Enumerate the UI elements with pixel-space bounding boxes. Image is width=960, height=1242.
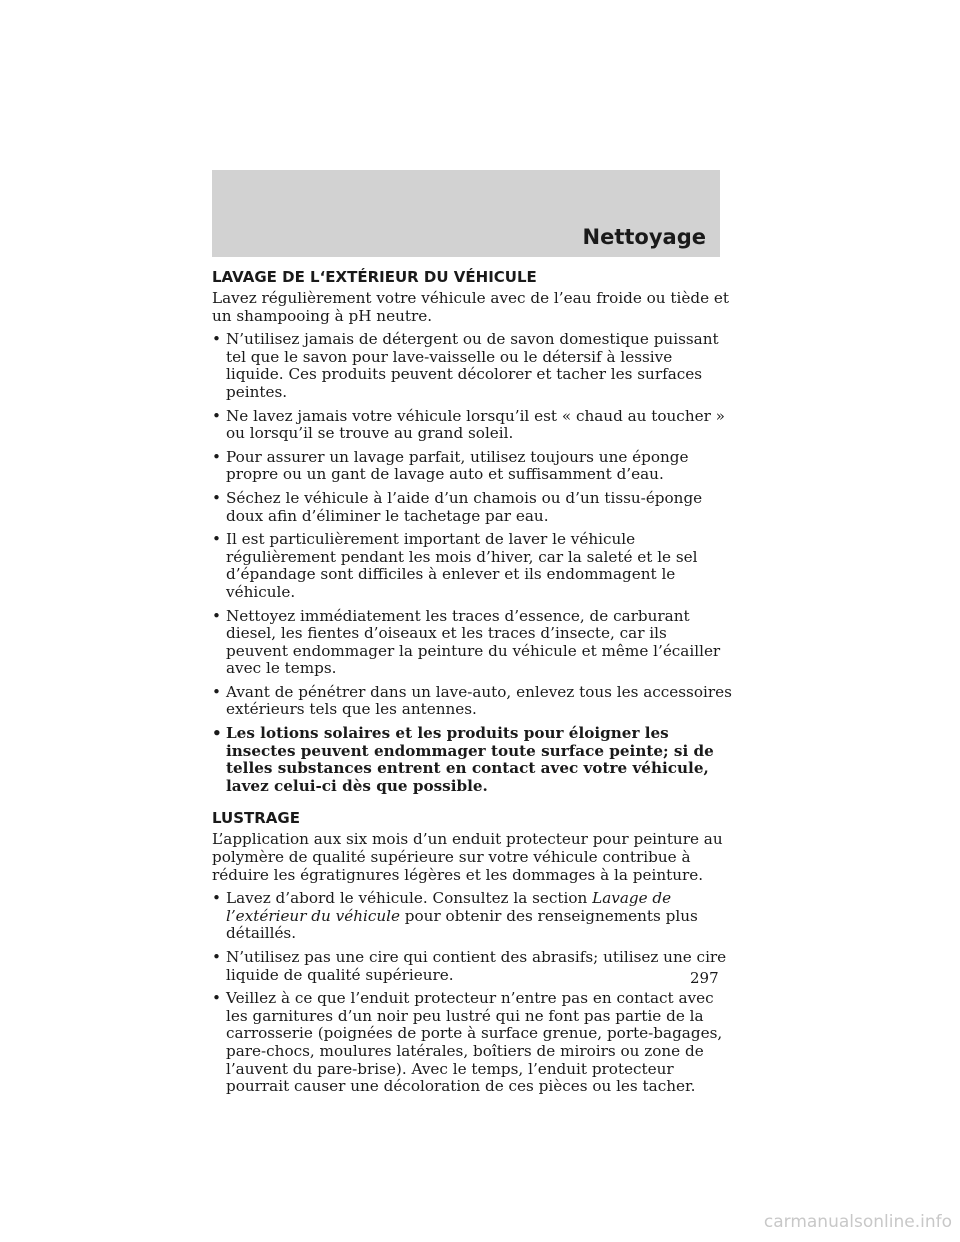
bullet-icon: • xyxy=(212,330,221,349)
page-number: 297 xyxy=(690,969,719,987)
list-item: • Avant de pénétrer dans un lave-auto, enlevez tous les accessoires extérieurs tels que les antennes. xyxy=(212,682,732,719)
bullet-icon: • xyxy=(212,724,222,743)
bullet-icon: • xyxy=(212,606,221,625)
bullet-icon: • xyxy=(212,682,221,701)
bullet-icon: • xyxy=(212,406,221,425)
bullet-icon: • xyxy=(212,530,221,549)
section-reference: Lavage de l’extérieur du véhicule xyxy=(226,889,672,925)
list-item: • Il est particulièrement important de laver le véhicule régulièrement pendant les mois d’hiver, car la saleté et le sel d’épandage sont difficiles à enlever et ils endommagent le véhicule. xyxy=(212,530,698,601)
list-item-warning: • Les lotions solaires et les produits pour éloigner les insectes peuvent endommager toute surface peinte; si de telles substances entrent en contact avec votre véhicule, lavez celui-ci dès que possible. xyxy=(212,724,714,795)
list-polishing xyxy=(212,890,732,1096)
list-item: • Pour assurer un lavage parfait, utilisez toujours une éponge propre ou un gant de lavage auto et suffisamment d’eau. xyxy=(212,447,689,484)
bullet-icon: • xyxy=(212,889,221,908)
bullet-icon: • xyxy=(212,948,221,966)
list-item: • N’utilisez pas une cire qui contient des abrasifs; utilisez une cire liquide de qualité supérieure. xyxy=(212,948,727,984)
intro-exterior-wash: Lavez régulièrement votre véhicule avec de l’eau froide ou tiède et un shampooing à pH neutre. xyxy=(212,289,729,325)
list-item: • Séchez le véhicule à l’aide d’un chamois ou d’un tissu-éponge doux afin d’éliminer le tachetage par eau. xyxy=(212,488,703,525)
list-item: • Ne lavez jamais votre véhicule lorsqu’il est « chaud au toucher » ou lorsqu’il se trouve au grand soleil. xyxy=(212,406,725,443)
list-item: • N’utilisez jamais de détergent ou de savon domestique puissant tel que le savon pour lave-vaisselle ou le détersif à lessive liquide. Ces produits peuvent décolorer et tacher les surfaces peintes. xyxy=(212,330,719,401)
section-header-band xyxy=(212,170,720,257)
list-exterior-wash xyxy=(212,331,732,795)
bullet-icon: • xyxy=(212,989,221,1008)
bullet-icon: • xyxy=(212,447,221,466)
heading-polishing: LUSTRAGE xyxy=(212,809,300,828)
list-item: • Nettoyez immédiatement les traces d’essence, de carburant diesel, les fientes d’oiseaux et les traces d’insecte, car ils peuvent endommager la peinture du véhicule et même l’écailler avec le temps. xyxy=(212,606,721,678)
section-title: Nettoyage xyxy=(582,225,706,249)
intro-polishing: L’application aux six mois d’un enduit protecteur pour peinture au polymère de qualité supérieure sur votre véhicule contribue à réduire les égratignures légères et les dommages à la peinture. xyxy=(212,830,723,884)
page-content xyxy=(212,268,732,1102)
bullet-icon: • xyxy=(212,488,221,507)
list-item: • Lavez d’abord le véhicule. Consultez la section Lavage de l’extérieur du véhicule pour obtenir des renseignements plus détaillés. xyxy=(212,889,698,943)
list-item: • Veillez à ce que l’enduit protecteur n’entre pas en contact avec les garnitures d’un noir peu lustré qui ne font pas partie de la carrosserie (poignées de porte à surface grenue, porte-bagages, pare-chocs, moulures latérales, boîtiers de miroirs ou zone de l’auvent du pare-brise). Avec le temps, l’enduit protecteur pourrait causer une décoloration de ces pièces ou les tacher. xyxy=(212,989,723,1096)
watermark: carmanualsonline.info xyxy=(763,1212,952,1232)
heading-exterior-wash: LAVAGE DE L‘EXTÉRIEUR DU VÉHICULE xyxy=(212,268,537,286)
